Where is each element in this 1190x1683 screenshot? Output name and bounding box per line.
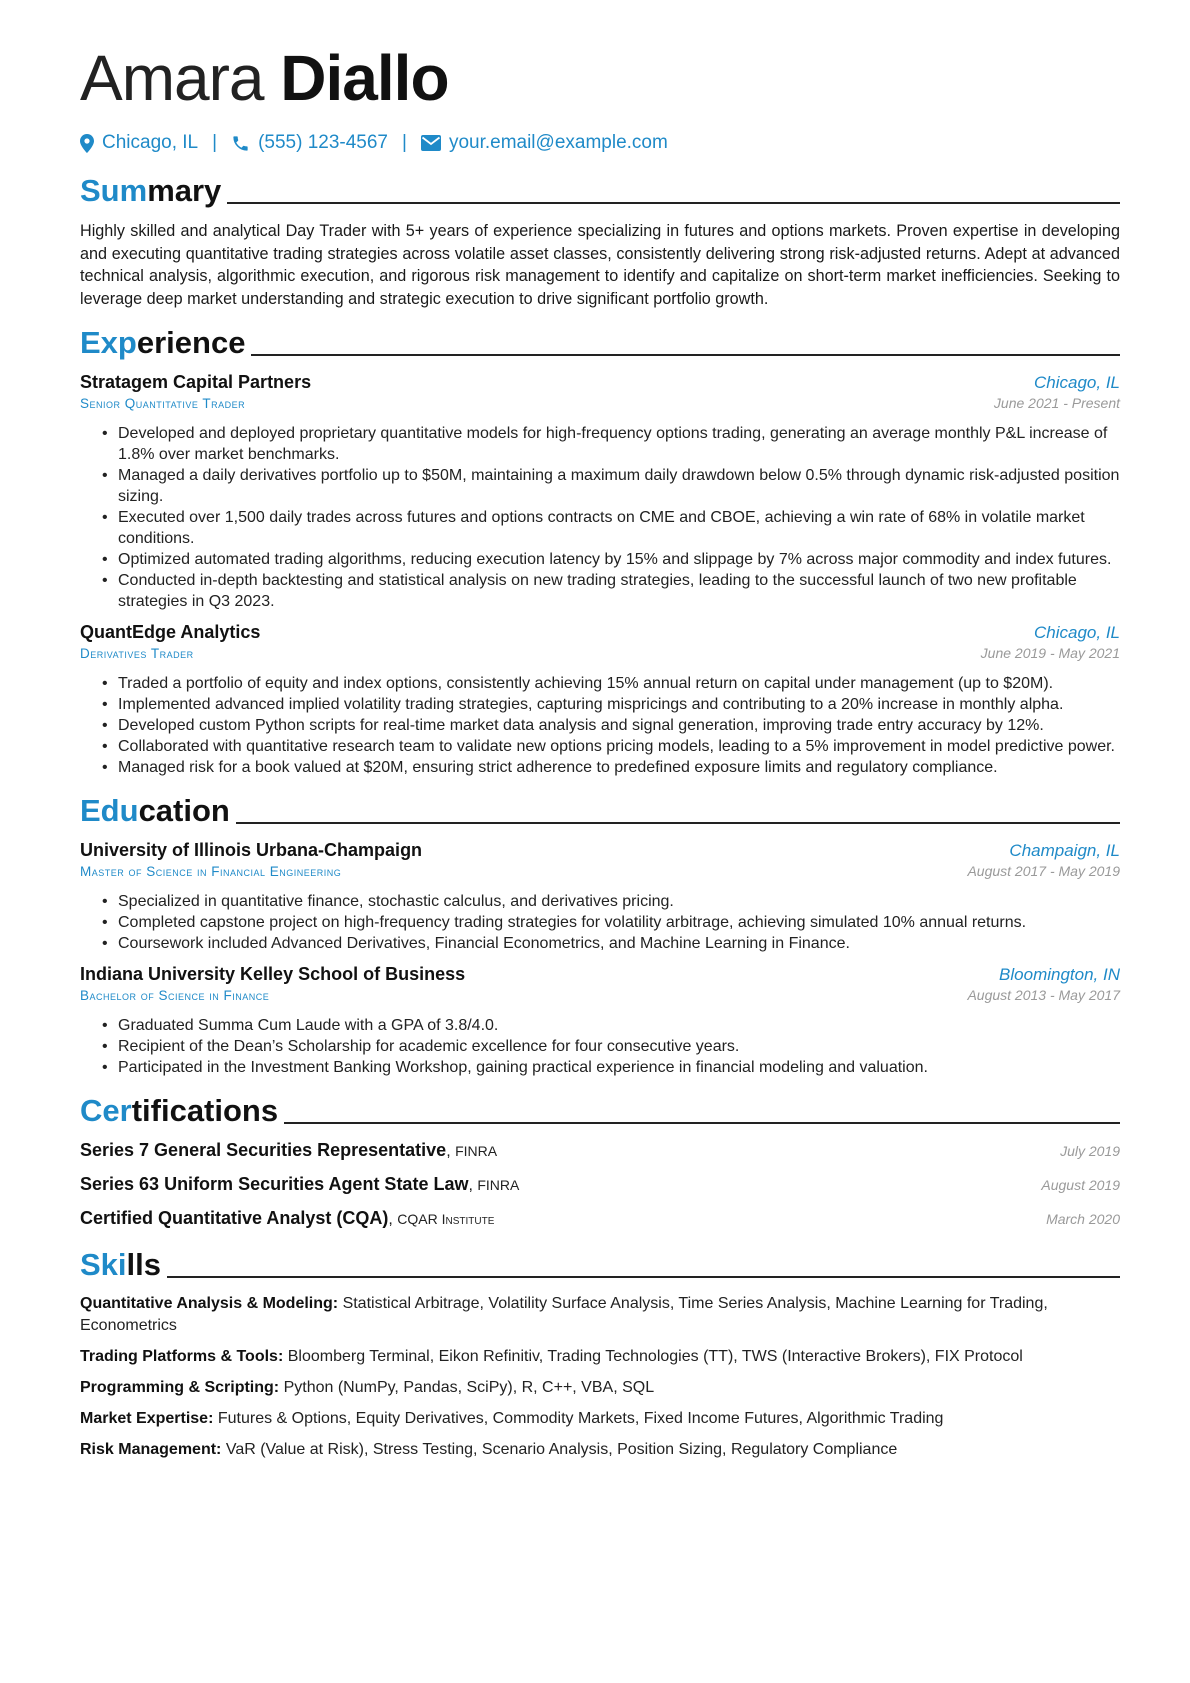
skill-category: Risk Management: [80,1441,222,1458]
employer-name: Stratagem Capital Partners [80,372,312,392]
bullet-list [80,673,1120,778]
skill-list: Statistical Arbitrage, Volatility Surface Analysis, Time Series Analysis, Machine Learning for Trading, Econometrics [80,1295,1048,1334]
cert-date: August 2019 [1041,1177,1120,1193]
certification-item: Certified Quantitative Analyst (CQA), CQAR Institute March 2020 [80,1208,1120,1228]
bullet-item: • Graduated Summa Cum Laude with a GPA of 3.8/4.0. [102,1015,1120,1036]
heading-accent: Sum [80,173,148,208]
employer-name: QuantEdge Analytics [80,622,261,642]
skill-row [80,1293,1120,1337]
bullet-item: • Participated in the Investment Banking Workshop, gaining practical experience in financial modeling and valuation. [102,1057,1120,1078]
bullet-item: • Implemented advanced implied volatility trading strategies, capturing mispricings and contributing to a 20% increase in monthly alpha. [102,694,1120,715]
heading-rule [284,1122,1120,1124]
heading-rest: tifications [131,1093,279,1128]
entry-location: Chicago, IL [1034,373,1120,392]
cert-title: Certified Quantitative Analyst (CQA) [80,1208,389,1228]
cert-title: Series 7 General Securities Representative [80,1140,447,1160]
entry-dates: June 2019 - May 2021 [980,645,1120,661]
degree-title: Master of Science in Financial Engineering [80,864,342,879]
heading-rule [227,202,1120,204]
skill-row [80,1408,1120,1430]
heading-rule [236,822,1120,824]
bullet-item: • Managed risk for a book valued at $20M, ensuring strict adherence to predefined exposure limits and regulatory compliance. [102,757,1120,778]
job-title: Senior Quantitative Trader [80,396,246,411]
location-text: Chicago, IL [102,132,199,153]
job-title: Derivatives Trader [80,646,194,661]
cert-issuer: FINRA [477,1177,520,1193]
last-name: Diallo [280,42,449,114]
contact-phone[interactable] [231,132,388,154]
heading-accent: Edu [80,793,139,828]
bullet-list [80,1015,1120,1078]
experience-entry [80,622,1120,778]
skills-heading [80,1242,1120,1284]
school-name: University of Illinois Urbana-Champaign [80,840,423,860]
cert-date: March 2020 [1046,1211,1120,1227]
bullet-item: • Developed and deployed proprietary quantitative models for high-frequency options trading, generating an average monthly P&L increase of 1.8% over market benchmarks. [102,423,1120,465]
entry-dates: August 2017 - May 2019 [967,863,1120,879]
certification-item: Series 7 General Securities Representative, FINRA July 2019 [80,1140,1120,1160]
heading-rule [167,1276,1120,1278]
experience-heading [80,320,1120,362]
skill-list: VaR (Value at Risk), Stress Testing, Scenario Analysis, Position Sizing, Regulatory Compliance [225,1441,898,1458]
degree-title: Bachelor of Science in Finance [80,988,270,1003]
entry-location: Chicago, IL [1034,623,1120,642]
contact-location [80,132,198,154]
envelope-icon [421,135,441,151]
heading-rest: lls [126,1247,161,1282]
entry-location: Bloomington, IN [999,965,1120,984]
phone-icon [231,134,250,153]
heading-rule [251,354,1120,356]
contact-separator: | [402,132,407,153]
bullet-item: • Completed capstone project on high-frequency trading strategies for volatility arbitrage, achieving simulated 10% annual returns. [102,912,1120,933]
bullet-item: • Managed a daily derivatives portfolio up to $50M, maintaining a maximum daily drawdown below 0.5% through dynamic risk-adjusted position sizing. [102,465,1120,507]
contact-bar [80,128,1120,158]
school-name: Indiana University Kelley School of Business [80,964,466,984]
skill-category: Trading Platforms & Tools: [80,1348,284,1365]
phone-text: (555) 123-4567 [258,132,388,153]
skill-category: Market Expertise: [80,1410,214,1427]
skill-row [80,1377,1120,1399]
certifications-heading [80,1088,1120,1130]
summary-heading [80,168,1120,210]
bullet-list [80,891,1120,954]
bullet-item: • Recipient of the Dean’s Scholarship for academic excellence for four consecutive years. [102,1036,1120,1057]
cert-date: July 2019 [1060,1143,1120,1159]
certification-item: Series 63 Uniform Securities Agent State Law, FINRA August 2019 [80,1174,1120,1194]
bullet-item: • Developed custom Python scripts for real-time market data analysis and signal generation, improving trade entry accuracy by 12%. [102,715,1120,736]
bullet-list [80,423,1120,612]
bullet-item: • Conducted in-depth backtesting and statistical analysis on new trading strategies, leading to the successful launch of two new profitable strategies in Q3 2023. [102,570,1120,612]
heading-rest: cation [138,793,230,828]
bullet-item: • Executed over 1,500 daily trades across futures and options contracts on CME and CBOE, achieving a win rate of 68% in volatile market conditions. [102,507,1120,549]
entry-dates: August 2013 - May 2017 [967,987,1120,1003]
heading-accent: Exp [80,325,137,360]
skill-list: Futures & Options, Equity Derivatives, Commodity Markets, Fixed Income Futures, Algorithmic Trading [217,1410,944,1427]
entry-location: Champaign, IL [1009,841,1120,860]
bullet-item: • Optimized automated trading algorithms, reducing execution latency by 15% and slippage by 7% across major commodity and index futures. [102,549,1120,570]
skill-category: Quantitative Analysis & Modeling: [80,1295,339,1312]
skill-list: Bloomberg Terminal, Eikon Refinitiv, Trading Technologies (TT), TWS (Interactive Brokers), FIX Protocol [287,1348,1023,1365]
cert-issuer: FINRA [455,1143,498,1159]
skill-category: Programming & Scripting: [80,1379,280,1396]
experience-entry [80,372,1120,612]
summary-text: Highly skilled and analytical Day Trader with 5+ years of experience specializing in futures and options markets. Proven expertise in developing and executing quantitative trading strategies across volatile asset classes, consistently delivering strong risk-adjusted returns. Adept at advanced technical analysis, algorithmic execution, and rigorous risk management to identify and capitalize on short-term market inefficiencies. Seeking to leverage deep market understanding and strategic execution to drive significant portfolio growth. [80,222,1120,308]
education-entry [80,840,1120,954]
education-heading [80,788,1120,830]
skill-row [80,1439,1120,1461]
bullet-item: • Traded a portfolio of equity and index options, consistently achieving 15% annual return on capital under management (up to $20M). [102,673,1120,694]
skill-row [80,1346,1120,1368]
skill-list: Python (NumPy, Pandas, SciPy), R, C++, VBA, SQL [283,1379,655,1396]
bullet-item: • Coursework included Advanced Derivatives, Financial Econometrics, and Machine Learning in Finance. [102,933,1120,954]
bullet-item: • Specialized in quantitative finance, stochastic calculus, and derivatives pricing. [102,891,1120,912]
map-marker-icon [80,134,94,153]
cert-title: Series 63 Uniform Securities Agent State Law [80,1174,469,1194]
contact-email[interactable] [421,132,668,154]
heading-rest: mary [147,173,222,208]
education-entry [80,964,1120,1078]
email-link: your.email@example.com [448,132,668,153]
first-name: Amara [80,42,264,114]
candidate-name [80,38,1120,118]
heading-accent: Cer [80,1093,132,1128]
bullet-item: • Collaborated with quantitative research team to validate new options pricing models, leading to a 5% improvement in model predictive power. [102,736,1120,757]
contact-separator: | [212,132,218,153]
heading-accent: Ski [80,1247,127,1282]
cert-issuer: CQAR Institute [397,1211,495,1227]
heading-rest: erience [136,325,246,360]
entry-dates: June 2021 - Present [993,395,1120,411]
